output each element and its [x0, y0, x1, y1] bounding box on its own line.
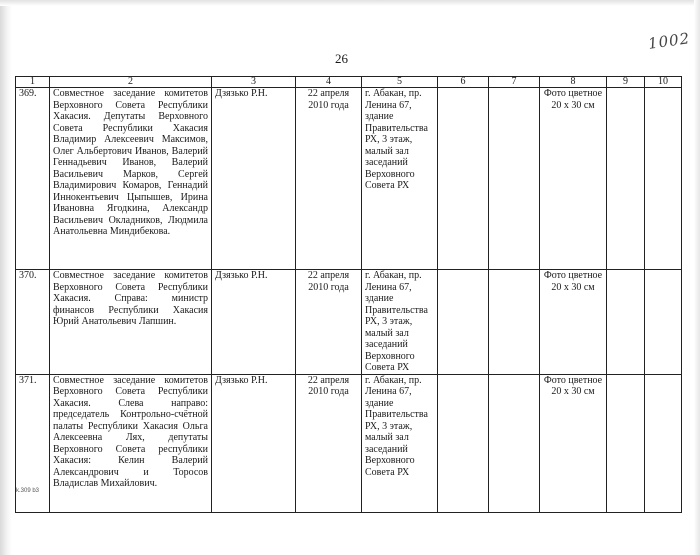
header-col-1: 1 — [16, 77, 50, 88]
row-description: Совместное заседание комитетов Верховного Совета Республики Хакасия. Справа: министр финансов Республики Хакасия Юрий Анатольевич Лапшин. — [50, 270, 212, 375]
table-row — [16, 270, 682, 375]
row-place: г. Абакан, пр. Ленина 67, здание Правительства РХ, 3 этаж, малый зал заседаний Верховного Совета РХ — [362, 374, 438, 512]
row-col-7 — [489, 88, 540, 270]
header-col-5: 5 — [362, 77, 438, 88]
row-format: Фото цветное 20 х 30 см — [540, 374, 607, 512]
row-date: 22 апреля 2010 года — [296, 374, 362, 512]
scan-shadow-top — [0, 0, 700, 6]
row-col-6 — [438, 88, 489, 270]
row-author: Дзязько Р.Н. — [212, 374, 296, 512]
header-col-10: 10 — [645, 77, 682, 88]
header-col-7: 7 — [489, 77, 540, 88]
page-number: 26 — [335, 51, 348, 66]
row-col-9 — [607, 270, 645, 375]
row-col-7 — [489, 270, 540, 375]
row-place: г. Абакан, пр. Ленина 67, здание Правительства РХ, 3 этаж, малый зал заседаний Верховного Совета РХ — [362, 88, 438, 270]
row-description: Совместное заседание комитетов Верховного Совета Республики Хакасия. Депутаты Верховного Совета Республики Хакасия Владимир Алексеевич Максимов, Олег Альбертович Иванов, Валерий Геннадьевич Иванов, Валерий Васильевич Марков, Сергей Владимирович Комаров, Геннадий Иннокентьевич Цыпышев, Ирина Ивановна Ягодкина, Александр Васильевич Окладников, Людмила Анатольевна Миндибекова. — [50, 88, 212, 270]
row-number: 370. — [16, 270, 50, 375]
row-author: Дзязько Р.Н. — [212, 270, 296, 375]
row-place: г. Абакан, пр. Ленина 67, здание Правительства РХ, 3 этаж, малый зал заседаний Верховного Совета РХ — [362, 270, 438, 375]
header-col-9: 9 — [607, 77, 645, 88]
row-col-10 — [645, 270, 682, 375]
row-col-10 — [645, 374, 682, 512]
row-date: 22 апреля 2010 года — [296, 270, 362, 375]
header-col-3: 3 — [212, 77, 296, 88]
photo-register-table — [15, 76, 682, 513]
row-col-7 — [489, 374, 540, 512]
handwritten-sheet-number: 1002 — [646, 29, 692, 53]
row-col-9 — [607, 374, 645, 512]
scan-shadow-left — [0, 0, 12, 555]
row-number: 371. — [16, 374, 50, 512]
scan-shadow-right — [694, 0, 700, 555]
row-number: 369. — [16, 88, 50, 270]
row-date: 22 апреля 2010 года — [296, 88, 362, 270]
header-col-8: 8 — [540, 77, 607, 88]
table-row — [16, 88, 682, 270]
header-col-2: 2 — [50, 77, 212, 88]
row-col-6 — [438, 374, 489, 512]
row-format: Фото цветное 20 х 30 см — [540, 270, 607, 375]
row-author: Дзязько Р.Н. — [212, 88, 296, 270]
table-row — [16, 374, 682, 512]
row-format: Фото цветное 20 х 30 см — [540, 88, 607, 270]
header-col-6: 6 — [438, 77, 489, 88]
footer-print-code: k.309 b3 — [16, 488, 40, 494]
row-col-9 — [607, 88, 645, 270]
header-col-4: 4 — [296, 77, 362, 88]
header-row — [16, 77, 682, 88]
row-col-6 — [438, 270, 489, 375]
row-col-10 — [645, 88, 682, 270]
row-description: Совместное заседание комитетов Верховного Совета Республики Хакасия. Слева направо: председатель Контрольно-счётной палаты Республики Хакасия Ольга Алексеевна Лях, депутаты Верховного Совета республики Хакасия: Келин Валерий Александрович и Торосов Владислав Михайлович. — [50, 374, 212, 512]
